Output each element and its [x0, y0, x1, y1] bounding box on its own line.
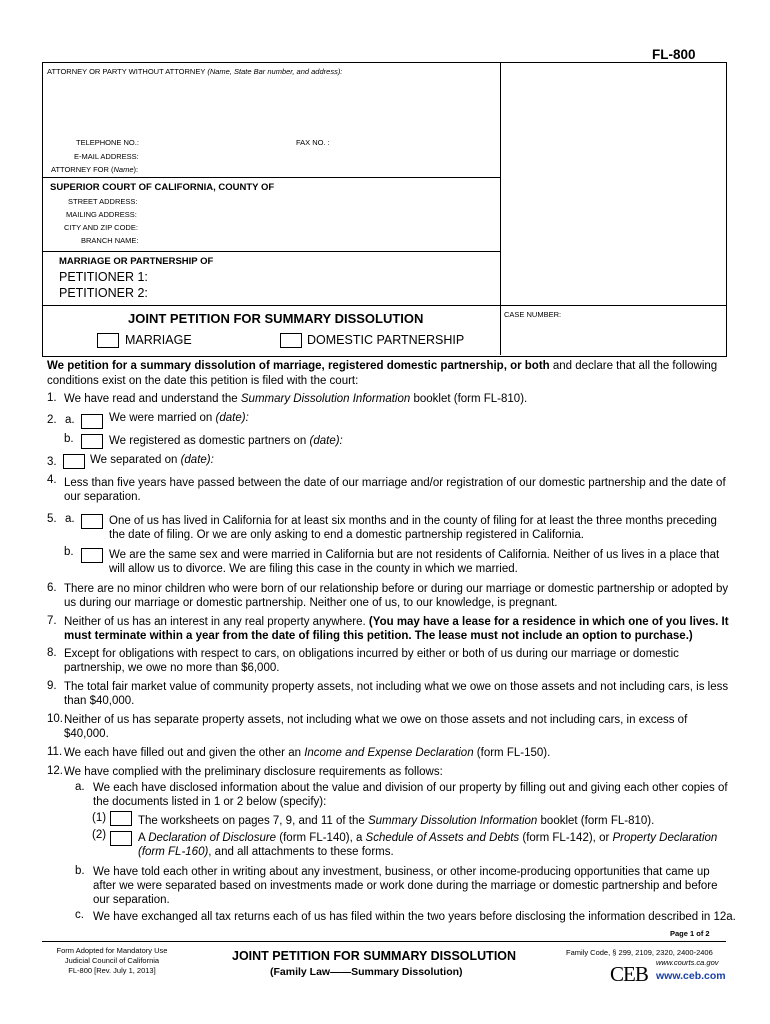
item-2a-date-label: (date):	[215, 412, 249, 424]
item-9-line-2: than $40,000.	[64, 695, 135, 707]
item-3-text-main: We separated on	[90, 454, 181, 466]
attorney-for-text: ATTORNEY FOR (	[51, 165, 114, 174]
caption-divider-1	[42, 177, 501, 178]
item-5b-checkbox[interactable]	[81, 548, 103, 563]
item-2b-checkbox[interactable]	[81, 434, 103, 449]
item-6-line-1: There are no minor children who were born of our relationship before or during our marriage or domestic partnership or adopted by	[64, 583, 729, 595]
item-2-number: 2.	[47, 414, 57, 426]
item-12a1-booklet: Summary Dissolution Information	[367, 815, 538, 827]
item-4-line-1: Less than five years have passed between the date of our marriage and/or registration of our domestic partnership and the date of	[64, 477, 726, 489]
petitioner-1-label: PETITIONER 1:	[59, 270, 148, 284]
footer-code: Family Code, § 299, 2109, 2320, 2400-2406	[566, 948, 713, 957]
item-5b-letter: b.	[64, 546, 74, 558]
intro-rest: and declare that all the following	[549, 360, 718, 372]
item-2a-text	[109, 411, 249, 425]
attorney-for-name-hint: Name	[113, 165, 134, 174]
item-10-line-1: Neither of us has separate property assets, not including what we owe on those assets and not including cars, in excess of	[64, 714, 688, 726]
branch-name-field[interactable]	[142, 234, 492, 246]
item-7-number: 7.	[47, 615, 57, 627]
caption-divider-2	[42, 251, 501, 252]
item-1-text-a: We have read and understand the	[64, 393, 241, 405]
county-field[interactable]	[292, 180, 496, 193]
petition-title: JOINT PETITION FOR SUMMARY DISSOLUTION	[128, 311, 424, 326]
item-12a1-text-a: The worksheets on pages 7, 9, and 11 of the	[138, 815, 368, 827]
case-number-label: CASE NUMBER:	[504, 310, 562, 319]
petitioner-1-field[interactable]	[145, 269, 495, 284]
street-address-field[interactable]	[142, 195, 492, 207]
item-12a1-text	[138, 814, 654, 828]
attorney-label	[47, 67, 342, 76]
item-4-line-2: our separation.	[64, 491, 141, 503]
parties-title: MARRIAGE OR PARTNERSHIP OF	[59, 256, 214, 267]
fax-label: FAX NO. :	[296, 138, 330, 147]
item-7-text-a: Neither of us has an interest in any real property anywhere.	[64, 616, 369, 628]
attorney-label-text: ATTORNEY OR PARTY WITHOUT ATTORNEY	[47, 67, 206, 76]
item-2a-letter: a.	[65, 414, 75, 426]
case-number-field[interactable]	[504, 322, 722, 352]
item-5a-line-1: One of us has lived in California for at least six months and in the county of filing for at least the three months preceding	[109, 515, 717, 527]
item-12-text: We have complied with the preliminary disclosure requirements as follows:	[64, 766, 443, 778]
item-12a2-form-160: (form FL-160)	[138, 846, 209, 858]
item-2a-checkbox[interactable]	[81, 414, 103, 429]
telephone-label: TELEPHONE NO.:	[76, 138, 139, 147]
attorney-for-field[interactable]	[142, 163, 492, 175]
item-12a1-text-c: booklet (form FL-810).	[537, 815, 655, 827]
court-title: SUPERIOR COURT OF CALIFORNIA, COUNTY OF	[50, 182, 275, 193]
domestic-partnership-label: DOMESTIC PARTNERSHIP	[307, 333, 465, 347]
attorney-name-field[interactable]	[46, 78, 496, 133]
item-9-line-1: The total fair market value of community property assets, not including what we owe on those assets and not including cars, is less	[64, 681, 729, 693]
city-zip-label: CITY AND ZIP CODE:	[64, 223, 138, 232]
item-7-line-1	[64, 615, 729, 629]
item-12a2-number: (2)	[92, 829, 107, 841]
item-12b-line-3: our separation.	[93, 894, 170, 906]
item-2b-text-main: We registered as domestic partners on	[109, 435, 310, 447]
item-5a-letter: a.	[65, 513, 75, 525]
item-3-number: 3.	[47, 456, 57, 468]
item-5b-line-1: We are the same sex and were married in California but are not residents of California. Neither of us lives in a place that	[109, 549, 720, 561]
footer-adopted-line-2: Judicial Council of California	[64, 956, 160, 965]
item-11-text-c: (form FL-150).	[473, 747, 551, 759]
item-1-text	[64, 392, 527, 406]
item-10-number: 10.	[47, 713, 63, 725]
item-12a-line-1: We each have disclosed information about the value and division of our property by filling out and giving each other copies of	[93, 782, 728, 794]
item-12a2-text-a: A	[138, 832, 149, 844]
item-6-line-2: us during our marriage or domestic partnership. Neither one of us, to our knowledge, is pregnant.	[64, 597, 558, 609]
item-12c-letter: c.	[75, 909, 84, 921]
item-6-number: 6.	[47, 582, 57, 594]
footer-subtitle: (Family Law——Summary Dissolution)	[270, 966, 463, 978]
item-12a-line-2: the documents listed in 1 or 2 below (specify):	[93, 796, 327, 808]
item-12a1-number: (1)	[92, 812, 107, 824]
attorney-label-hint: (Name, State Bar number, and address):	[207, 67, 343, 76]
email-field[interactable]	[142, 150, 492, 162]
item-4-number: 4.	[47, 474, 57, 486]
item-5-number: 5.	[47, 513, 57, 525]
item-8-line-2: partnership, we owe no more than $6,000.	[64, 662, 280, 674]
item-12a2-schedule: Schedule of Assets and Debts	[365, 832, 520, 844]
footer-adopted-line-1: Form Adopted for Mandatory Use	[56, 946, 168, 955]
item-2b-date-label: (date):	[309, 435, 343, 447]
item-12a2-text-c: (form FL-140), a	[276, 832, 366, 844]
item-12a2-line-1	[138, 831, 717, 845]
item-7-line-2: must terminate within a year from the date of filing this petition. The lease must not include an option to purchase.)	[64, 630, 693, 642]
item-2a-text-main: We were married on	[109, 412, 216, 424]
item-5b-line-2: will allow us to divorce. We are filing this case in the county in which we married.	[109, 563, 518, 575]
item-11-declaration: Income and Expense Declaration	[304, 747, 474, 759]
item-12b-line-2: after we were separated based on investments made or work done during the marriage or domestic partnership and before	[93, 880, 718, 892]
footer-courts-url[interactable]: www.courts.ca.gov	[656, 958, 719, 967]
attorney-for-label	[51, 165, 138, 174]
item-8-number: 8.	[47, 647, 57, 659]
item-12a2-text-e: (form FL-142), or	[519, 832, 613, 844]
item-12a2-checkbox[interactable]	[110, 831, 132, 846]
mailing-address-field[interactable]	[142, 208, 492, 220]
domestic-partnership-checkbox[interactable]	[280, 333, 302, 348]
marriage-checkbox[interactable]	[97, 333, 119, 348]
item-7-text-b: (You may have a lease for a residence in which one of you lives. It	[368, 616, 729, 628]
intro-line-1	[47, 359, 717, 373]
item-8-line-1: Except for obligations with respect to cars, on obligations incurred by either or both of us during our marriage or domestic	[64, 648, 679, 660]
item-3-date-label: (date):	[180, 454, 214, 466]
item-12a2-attachments: , and all attachments to these forms.	[208, 846, 394, 858]
ceb-url[interactable]: www.ceb.com	[656, 970, 726, 982]
item-12-number: 12.	[47, 765, 63, 777]
ceb-logo: CEB	[610, 962, 648, 986]
mailing-address-label: MAILING ADDRESS:	[66, 210, 137, 219]
item-3-text	[90, 453, 214, 467]
item-3-checkbox[interactable]	[63, 454, 85, 469]
item-10-line-2: $40,000.	[64, 728, 109, 740]
fax-field[interactable]	[336, 136, 496, 148]
caption-divider-3	[42, 305, 726, 306]
item-12a2-declaration: Declaration of Disclosure	[148, 832, 277, 844]
city-zip-field[interactable]	[142, 221, 492, 233]
intro-bold: We petition for a summary dissolution of marriage, registered domestic partnership, or both	[47, 360, 550, 372]
petitioner-2-label: PETITIONER 2:	[59, 286, 148, 300]
branch-name-label: BRANCH NAME:	[81, 236, 139, 245]
item-2b-text	[109, 434, 343, 448]
marriage-label: MARRIAGE	[125, 333, 192, 347]
item-9-number: 9.	[47, 680, 57, 692]
item-1-number: 1.	[47, 392, 57, 404]
footer-adopted-line-3: FL-800 [Rev. July 1, 2013]	[68, 966, 156, 975]
petitioner-2-field[interactable]	[145, 285, 495, 300]
item-11-number: 11.	[47, 746, 63, 758]
item-5a-checkbox[interactable]	[81, 514, 103, 529]
page-number: Page 1 of 2	[670, 929, 710, 938]
item-1-booklet: Summary Dissolution Information	[240, 393, 411, 405]
item-12a2-property: Property Declaration	[612, 832, 718, 844]
item-12b-letter: b.	[75, 865, 85, 877]
caption-divider-vertical	[500, 62, 501, 355]
footer-title: JOINT PETITION FOR SUMMARY DISSOLUTION	[232, 949, 517, 963]
footer-adopted	[42, 946, 182, 976]
item-5a-line-2: the date of filing. Or we are only asking to end a domestic partnership registered in California.	[109, 529, 584, 541]
item-12a-letter: a.	[75, 781, 85, 793]
attorney-for-close: ):	[133, 165, 139, 174]
item-12a2-line-2	[138, 845, 394, 859]
item-2b-letter: b.	[64, 433, 74, 445]
item-11-text-a: We each have filled out and given the other an	[64, 747, 305, 759]
telephone-field[interactable]	[142, 136, 292, 148]
footer-rule	[42, 941, 726, 942]
email-label: E-MAIL ADDRESS:	[74, 152, 139, 161]
item-12b-line-1: We have told each other in writing about any investment, business, or other income-producing opportunities that came up	[93, 866, 710, 878]
item-1-text-c: booklet (form FL-810).	[410, 393, 528, 405]
item-12a1-checkbox[interactable]	[110, 811, 132, 826]
street-address-label: STREET ADDRESS:	[68, 197, 138, 206]
intro-line-2: conditions exist on the date this petition is filed with the court:	[47, 375, 359, 387]
form-number: FL-800	[652, 47, 696, 62]
item-11-text	[64, 746, 550, 760]
item-12c-text: We have exchanged all tax returns each of us has filed within the two years before disclosing the information described in 12a.	[93, 911, 736, 923]
